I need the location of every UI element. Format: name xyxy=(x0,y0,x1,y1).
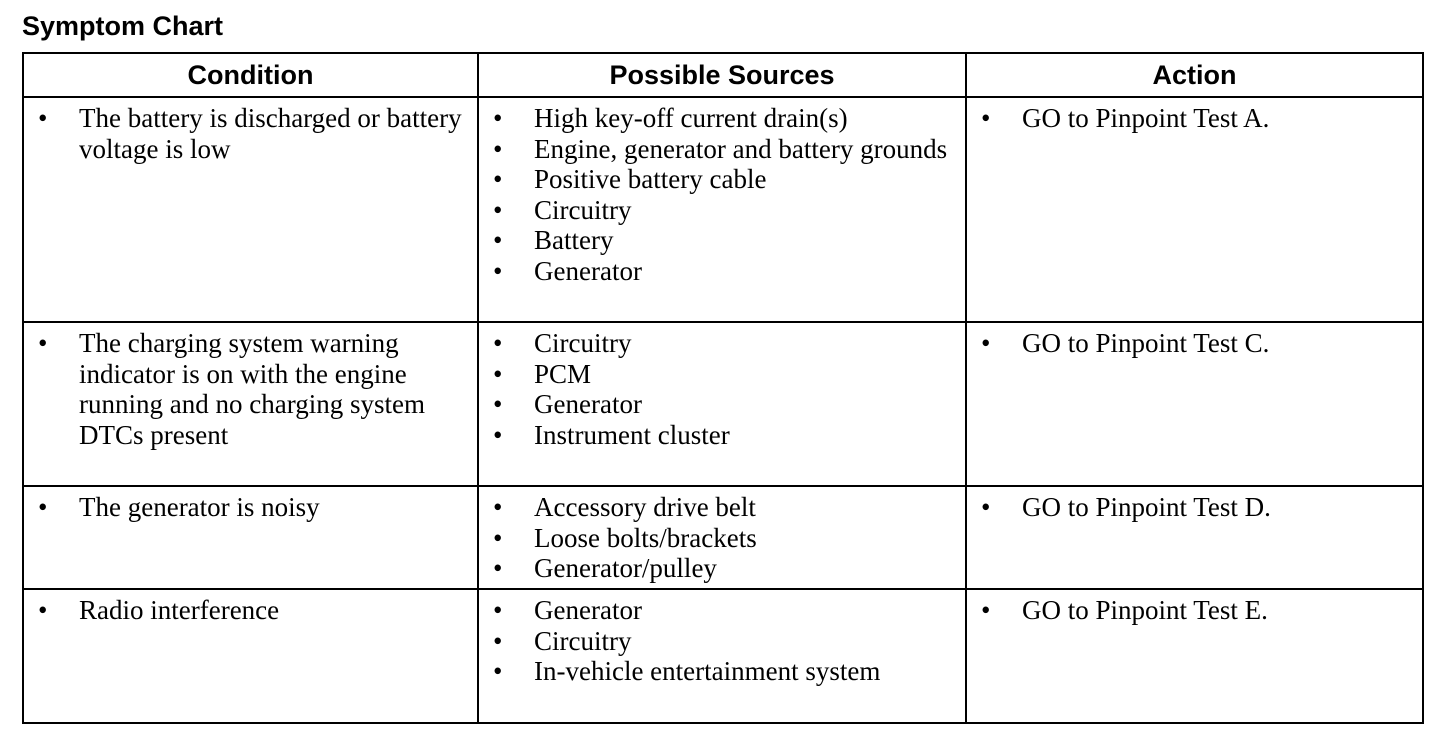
sources-cell xyxy=(478,97,966,322)
table-row xyxy=(23,97,1423,322)
chart-title: Symptom Chart xyxy=(22,11,224,41)
header-possible-sources: Possible Sources xyxy=(478,53,966,97)
header-action: Action xyxy=(966,53,1423,97)
source-item: • Loose bolts/brackets xyxy=(479,523,965,554)
action-cell xyxy=(966,322,1423,486)
source-item: • PCM xyxy=(479,359,965,390)
source-item: • Generator xyxy=(479,389,965,420)
condition-text: • Radio interference xyxy=(24,595,477,626)
header-condition: Condition xyxy=(23,53,478,97)
condition-text: • The charging system warning indicator is on with the engine running and no charging system DTCs present xyxy=(24,328,477,450)
source-item: • Engine, generator and battery grounds xyxy=(479,134,965,165)
condition-cell xyxy=(23,322,478,486)
source-item: • Positive battery cable xyxy=(479,164,965,195)
symptom-chart-table xyxy=(22,52,1424,724)
source-item: • Generator xyxy=(479,595,965,626)
table-row xyxy=(23,322,1423,486)
source-item: • Circuitry xyxy=(479,626,965,657)
action-text: • GO to Pinpoint Test E. xyxy=(967,595,1422,626)
source-item: • Generator/pulley xyxy=(479,553,965,584)
action-text: • GO to Pinpoint Test A. xyxy=(967,103,1422,134)
sources-cell xyxy=(478,486,966,589)
action-text: • GO to Pinpoint Test C. xyxy=(967,328,1422,359)
action-cell xyxy=(966,97,1423,322)
condition-cell xyxy=(23,589,478,723)
sources-cell xyxy=(478,322,966,486)
source-item: • Circuitry xyxy=(479,195,965,226)
source-item: • Generator xyxy=(479,256,965,287)
action-text: • GO to Pinpoint Test D. xyxy=(967,492,1422,523)
table-row xyxy=(23,589,1423,723)
table-row xyxy=(23,486,1423,589)
sources-cell xyxy=(478,589,966,723)
action-cell xyxy=(966,486,1423,589)
header-row xyxy=(23,53,1423,97)
condition-text: • The battery is discharged or battery voltage is low xyxy=(24,103,477,164)
condition-cell xyxy=(23,97,478,322)
condition-text: • The generator is noisy xyxy=(24,492,477,523)
condition-cell xyxy=(23,486,478,589)
source-item: • Accessory drive belt xyxy=(479,492,965,523)
source-item: • High key-off current drain(s) xyxy=(479,103,965,134)
source-item: • Instrument cluster xyxy=(479,420,965,451)
action-cell xyxy=(966,589,1423,723)
source-item: • Circuitry xyxy=(479,328,965,359)
source-item: • In-vehicle entertainment system xyxy=(479,656,965,687)
source-item: • Battery xyxy=(479,225,965,256)
